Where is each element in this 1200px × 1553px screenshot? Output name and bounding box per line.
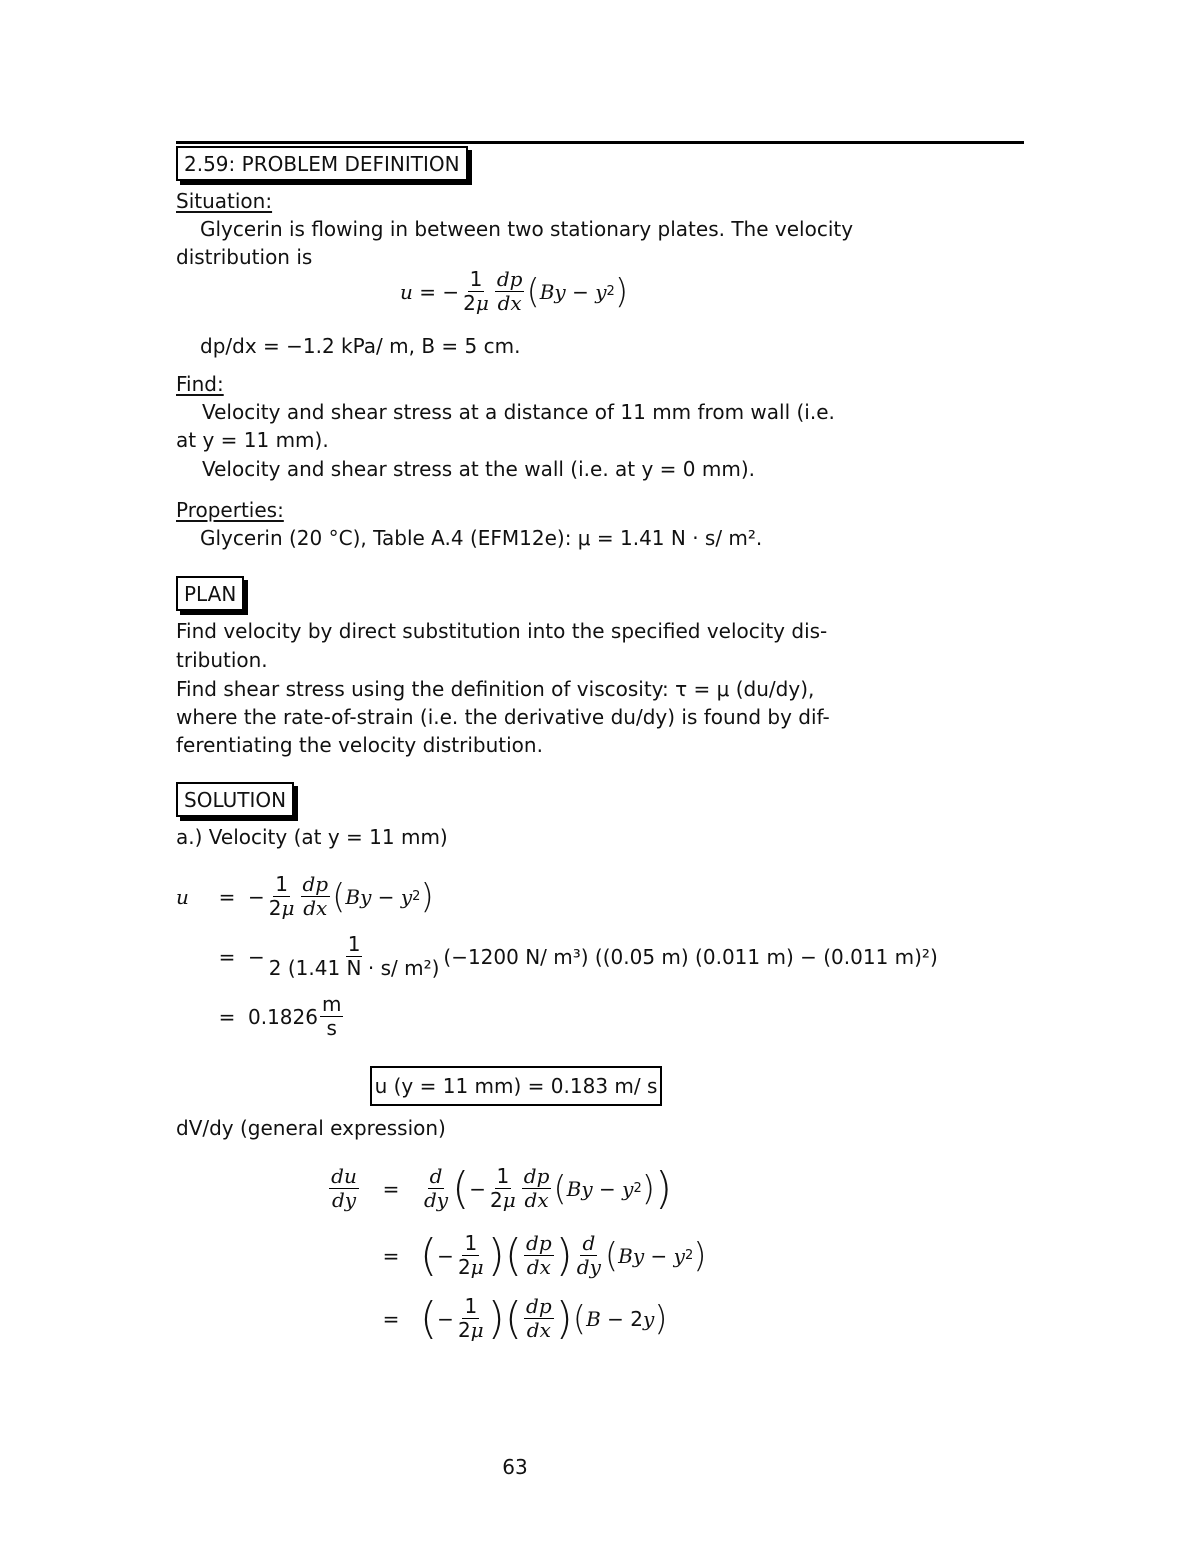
part-a-heading: a.) Velocity (at y = 11 mm) bbox=[176, 825, 448, 849]
derivative-line3: = ( − $\frac{1}{2\mu}$ ) ( $\frac{dp}{dx}$ ) ( B − 2 y ) bbox=[382, 1292, 668, 1344]
substitution-numerator: 1 bbox=[347, 932, 361, 956]
derivative-line2: = ( − $\frac{1}{2\mu}$ ) ( $\frac{dp}{dx}$ ) $\frac{d}{dy}$ ( By − y 2 ) bbox=[382, 1229, 707, 1281]
answer-text: u (y = 11 mm) = 0.183 m/ s bbox=[374, 1074, 658, 1098]
find-line1: Velocity and shear stress at a distance of 11 mm from wall (i.e. bbox=[202, 400, 835, 424]
solution-heading-label: SOLUTION bbox=[184, 788, 287, 812]
plan-line2: tribution. bbox=[176, 648, 268, 672]
plan-line3: Find shear stress using the definition of viscosity: τ = μ (du/dy), bbox=[176, 677, 815, 701]
substitution-denominator: 2 (1.41 N · s/ m²) bbox=[268, 956, 440, 980]
find-heading: Find: bbox=[176, 372, 224, 396]
velocity-equation-line2: = − $\frac{1}{\text{2 (1.41 N · s/ m²)}}$ (−1200 N/ m³) ((0.05 m) (0.011 m) − (0.011 m)²) bbox=[218, 932, 938, 980]
dvdy-heading: dV/dy (general expression) bbox=[176, 1116, 446, 1140]
problem-heading-label: 2.59: PROBLEM DEFINITION bbox=[184, 152, 460, 176]
problem-heading bbox=[176, 146, 468, 181]
plan-line1: Find velocity by direct substitution into the specified velocity dis- bbox=[176, 619, 828, 643]
header-rule bbox=[176, 141, 1024, 144]
substitution-rest: (−1200 N/ m³) ((0.05 m) (0.011 m) − (0.011 m)²) bbox=[443, 944, 938, 969]
page-number: 63 bbox=[502, 1455, 528, 1479]
solution-heading bbox=[176, 782, 294, 817]
situation-line1: Glycerin is flowing in between two stationary plates. The velocity bbox=[200, 217, 854, 241]
answer-box bbox=[370, 1066, 662, 1106]
velocity-result-value: 0.1826 bbox=[248, 1004, 318, 1029]
properties-heading: Properties: bbox=[176, 498, 284, 522]
properties-line1: Glycerin (20 °C), Table A.4 (EFM12e): μ = 1.41 N · s/ m². bbox=[200, 526, 763, 550]
find-line3: Velocity and shear stress at the wall (i.e. at y = 0 mm). bbox=[202, 457, 756, 481]
plan-line5: ferentiating the velocity distribution. bbox=[176, 733, 543, 757]
situation-heading: Situation: bbox=[176, 189, 273, 213]
given-values: dp/dx = −1.2 kPa/ m, B = 5 cm. bbox=[200, 334, 521, 358]
plan-line4: where the rate-of-strain (i.e. the derivative du/dy) is found by dif- bbox=[176, 705, 830, 729]
velocity-equation-line3: = 0.1826 $\frac{m}{s}$ bbox=[218, 992, 342, 1040]
plan-heading-label: PLAN bbox=[184, 582, 237, 606]
plan-heading bbox=[176, 576, 244, 611]
situation-line2: distribution is bbox=[176, 245, 313, 269]
find-line2: at y = 11 mm). bbox=[176, 428, 329, 452]
derivative-line1: $\frac{du}{dy}$ = $\frac{d}{dy}$ ( − $\frac{1}{2\mu}$ $\frac{dp}{dx}$ ( By − y 2 ) ) bbox=[331, 1162, 673, 1214]
velocity-distribution-equation: u = − $\frac{1}{2\mu}$ $\frac{dp}{dx}$ ( By − y 2 ) bbox=[400, 267, 629, 315]
velocity-equation-line1: u = − $\frac{1}{2\mu}$ $\frac{dp}{dx}$ ( By − y 2 ) bbox=[176, 872, 434, 920]
